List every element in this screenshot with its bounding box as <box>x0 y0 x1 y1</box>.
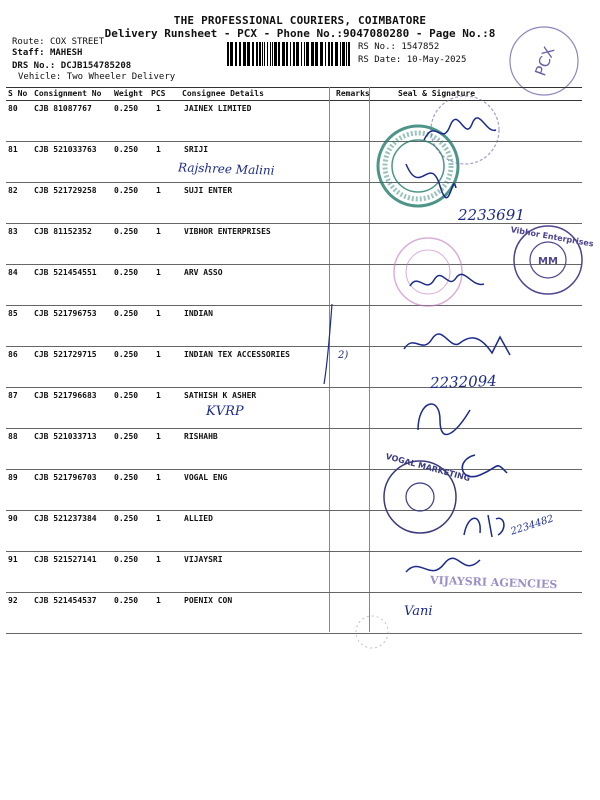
staff-value: MAHESH <box>49 48 83 58</box>
table-row <box>6 264 582 306</box>
vehicle-line <box>18 72 175 82</box>
row-pcs: 1 <box>156 555 161 564</box>
col-consignee: Consignee Details <box>182 89 264 98</box>
rs-date: RS Date: 10-May-2025 <box>358 55 467 65</box>
handwritten-receiver-87: KVRP <box>206 404 244 419</box>
vogal-stamp <box>378 451 472 539</box>
row-pcs: 1 <box>156 309 161 318</box>
document-title: THE PROFESSIONAL COURIERS, COIMBATORE <box>173 14 427 27</box>
signature-row80 <box>420 112 500 152</box>
table-row <box>6 592 582 634</box>
col-seal: Seal & Signature <box>398 89 476 98</box>
row-sno: 83 <box>8 227 18 236</box>
row-consignee: POENIX CON <box>184 596 233 605</box>
row-sno: 88 <box>8 432 18 441</box>
row-consignment-no: CJB 521796753 <box>34 309 97 318</box>
vibhor-stamp-text: Vibhor Enterprises <box>509 225 595 249</box>
signature-row89 <box>455 445 515 485</box>
row-pcs: 1 <box>156 514 161 523</box>
row-sno: 92 <box>8 596 18 605</box>
table-row <box>6 387 582 429</box>
row-weight: 0.250 <box>114 268 139 277</box>
row-sno: 84 <box>8 268 18 277</box>
row-consignee: SRIJI <box>184 145 209 154</box>
row-sno: 86 <box>8 350 18 359</box>
row-consignment-no: CJB 521454537 <box>34 596 97 605</box>
row-consignment-no: CJB 521527141 <box>34 555 97 564</box>
route-line <box>12 37 104 47</box>
row-consignment-no: CJB 521729258 <box>34 186 97 195</box>
row-consignee: SUJI ENTER <box>184 186 233 195</box>
vehicle-value: Two Wheeler Delivery <box>66 72 176 82</box>
rs-number: RS No.: 1547852 <box>358 42 440 52</box>
col-remarks: Remarks <box>336 89 370 98</box>
pcx-stamp-text: PCX <box>531 44 559 79</box>
remark-line-86 <box>318 300 338 390</box>
row-consignment-no: CJB 521033713 <box>34 432 97 441</box>
row-consignee: INDIAN <box>184 309 213 318</box>
row-pcs: 1 <box>156 186 161 195</box>
col-sno: S No <box>8 89 28 98</box>
row-consignment-no: CJB 521796703 <box>34 473 97 482</box>
handwritten-phone-82: 2233691 <box>458 206 525 224</box>
row-consignment-no: CJB 521237384 <box>34 514 97 523</box>
row-weight: 0.250 <box>114 514 139 523</box>
signature-row81 <box>400 158 460 198</box>
row-sno: 90 <box>8 514 18 523</box>
row-weight: 0.250 <box>114 596 139 605</box>
row-consignment-no: CJB 81087767 <box>34 104 92 113</box>
row-weight: 0.250 <box>114 104 139 113</box>
row-consignee: VIJAYSRI <box>184 555 223 564</box>
row-consignee: VIBHOR ENTERPRISES <box>184 227 271 236</box>
row-sno: 89 <box>8 473 18 482</box>
col-consignment: Consignment No <box>34 89 102 98</box>
row-pcs: 1 <box>156 596 161 605</box>
row-weight: 0.250 <box>114 186 139 195</box>
signature-row90 <box>458 505 518 545</box>
col-weight: Weight <box>114 89 143 98</box>
handwritten-phone-87: 2232094 <box>429 371 498 393</box>
row-weight: 0.250 <box>114 555 139 564</box>
row-weight: 0.250 <box>114 227 139 236</box>
drs-line <box>12 61 131 71</box>
row-consignee: INDIAN TEX ACCESSORIES <box>184 350 290 359</box>
row-pcs: 1 <box>156 432 161 441</box>
row-consignee: ARV ASSO <box>184 268 223 277</box>
row-pcs: 1 <box>156 350 161 359</box>
signature-row88 <box>410 390 480 440</box>
row-pcs: 1 <box>156 145 161 154</box>
row-sno: 87 <box>8 391 18 400</box>
row-sno: 81 <box>8 145 18 154</box>
row-consignee: RISHAHB <box>184 432 218 441</box>
vibhor-stamp-center: MM <box>538 256 558 267</box>
row-weight: 0.250 <box>114 145 139 154</box>
document-subtitle: Delivery Runsheet - PCX - Phone No.:9047080280 - Page No.:8 <box>104 27 496 40</box>
vijaysri-stamp: VIJAYSRI AGENCIES <box>429 573 558 592</box>
row-weight: 0.250 <box>114 391 139 400</box>
drs-value: DCJB154785208 <box>60 61 132 71</box>
row-consignee: JAINEX LIMITED <box>184 104 252 113</box>
row-consignment-no: CJB 521796683 <box>34 391 97 400</box>
handwritten-remark-86: 2) <box>338 350 349 361</box>
handwritten-phone-90: 2234482 <box>509 513 556 538</box>
vehicle-label: Vehicle: <box>18 72 62 82</box>
row-consignment-no: CJB 81152352 <box>34 227 92 236</box>
col-pcs: PCS <box>151 89 166 98</box>
row-consignee: ALLIED <box>184 514 213 523</box>
staff-line <box>12 48 82 58</box>
table-row <box>6 223 582 265</box>
drs-label: DRS No.: <box>12 61 56 71</box>
handwritten-receiver-92: Vani <box>404 604 433 619</box>
staff-label: Staff: <box>12 48 45 58</box>
vogal-stamp-text: VOGAL MARKETING <box>384 451 472 484</box>
row-weight: 0.250 <box>114 350 139 359</box>
row-weight: 0.250 <box>114 309 139 318</box>
route-label: Route: <box>12 37 45 47</box>
vibhor-stamp <box>509 222 595 298</box>
signature-row84 <box>400 262 490 302</box>
barcode-image <box>226 42 352 66</box>
handwritten-receiver-81: Rajshree Malini <box>177 160 275 178</box>
row-pcs: 1 <box>156 473 161 482</box>
row-consignment-no: CJB 521454551 <box>34 268 97 277</box>
row-consignee: SATHISH K ASHER <box>184 391 257 400</box>
row-consignment-no: CJB 521729715 <box>34 350 97 359</box>
route-value: COX STREET <box>49 37 105 47</box>
row-sno: 85 <box>8 309 18 318</box>
row-pcs: 1 <box>156 104 161 113</box>
row-pcs: 1 <box>156 391 161 400</box>
row-sno: 91 <box>8 555 18 564</box>
row-pcs: 1 <box>156 227 161 236</box>
row-sno: 80 <box>8 104 18 113</box>
row-sno: 82 <box>8 186 18 195</box>
row-consignment-no: CJB 521033763 <box>34 145 97 154</box>
row-consignee: VOGAL ENG <box>184 473 228 482</box>
row-weight: 0.250 <box>114 432 139 441</box>
row-weight: 0.250 <box>114 473 139 482</box>
faint-stamp-fragment <box>352 612 392 652</box>
signature-row86 <box>400 325 520 365</box>
signature-row91 <box>400 548 490 588</box>
row-pcs: 1 <box>156 268 161 277</box>
